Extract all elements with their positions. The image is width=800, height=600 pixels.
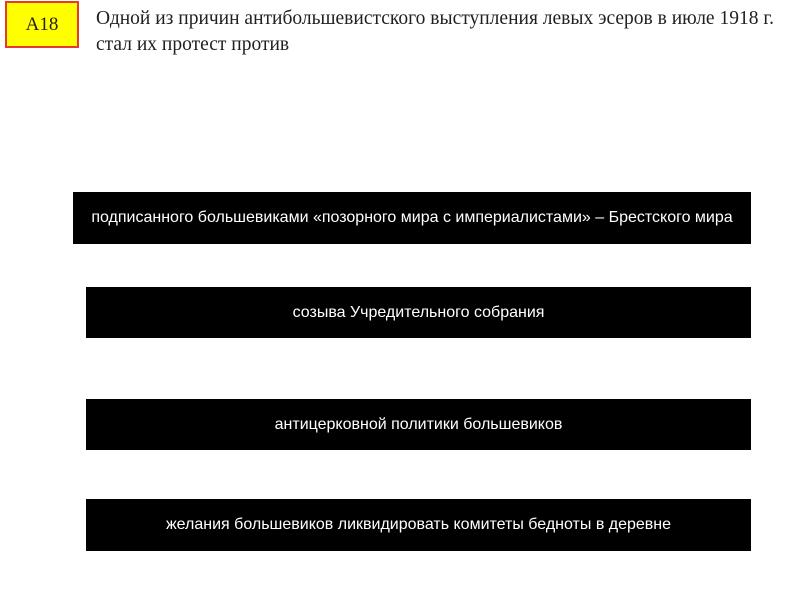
- answer-option-3-label: антицерковной политики большевиков: [274, 415, 563, 433]
- answer-option-3[interactable]: [86, 399, 751, 450]
- answer-option-1[interactable]: [73, 192, 751, 244]
- answer-option-2-label: созыва Учредительного собрания: [292, 303, 545, 321]
- answer-option-4-label: желания большевиков ликвидировать комитеты бедноты в деревне: [165, 516, 672, 533]
- answer-option-2[interactable]: [86, 287, 751, 338]
- question-text: Одной из причин антибольшевистского выступления левых эсеров в июле 1918 г. стал их протест против: [96, 8, 775, 55]
- answer-option-4[interactable]: [86, 499, 751, 551]
- answer-option-1-label: подписанного большевиками «позорного мира с империалистами» – Брестского мира: [91, 209, 733, 226]
- question-number-badge: [5, 1, 79, 48]
- question-number-label: А18: [25, 13, 59, 35]
